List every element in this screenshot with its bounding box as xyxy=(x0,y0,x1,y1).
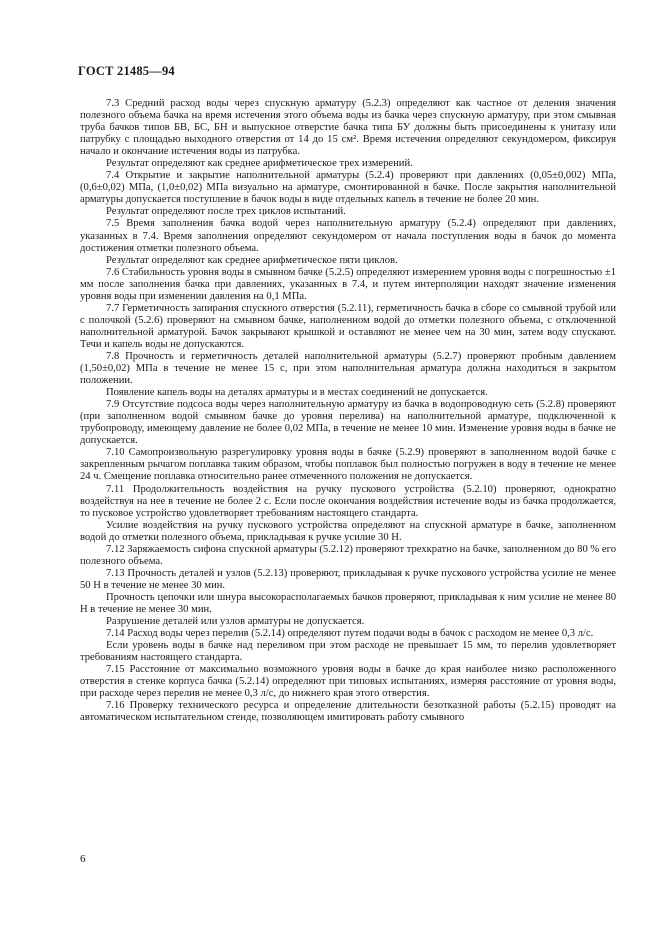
paragraph-7-13-note: Разрушение деталей или узлов арматуры не допускается. xyxy=(106,616,365,628)
paragraph-7-4: 7.4 Открытие и закрытие наполнительной арматуры (5.2.4) проверяют при давлениях (0,05±0,002) МПа, (0,6±0,02) МПа, (1,0±0,02) МПа визуально на арматуре, смонтированной в бачке. После закрытия наполнительной арматуры допускается поступление в бачок воды в виде отдельных капель в течение не более 20 мин. xyxy=(80,170,616,206)
paragraph-7-7: 7.7 Герметичность запирания спускного отверстия (5.2.11), герметичность бачка в сборе со смывной трубой или с полочкой (5.2.6) проверяют на смывном бачке, наполненном водой до отметки полезного объема, с отключенной наполнительной арматурой. Бачок закрывают крышкой и оставляют не менее чем на 30 мин, затем воду спускают. Течи и капель воды не допускаются. xyxy=(80,302,616,350)
paragraph-7-5: 7.5 Время заполнения бачка водой через наполнительную арматуру (5.2.4) определяют при давлениях, указанных в 7.4. Время заполнения определяют секундомером от начала поступления воды в бачок до момента достижения отметки полезного объема. xyxy=(80,218,616,254)
paragraph-7-14: 7.14 Расход воды через перелив (5.2.14) определяют путем подачи воды в бачок с расходом не менее 0,3 л/с. xyxy=(106,628,594,640)
paragraph-7-5-result: Результат определяют как среднее арифметическое пяти циклов. xyxy=(106,254,398,266)
paragraph-7-10: 7.10 Самопроизвольную разрегулировку уровня воды в бачке (5.2.9) проверяют в заполненном водой бачке с закрепленным рычагом поплавка таким образом, чтобы поплавок был полностью погружен в воду в течение не менее 24 ч. Смещение поплавка относительно ранее отмеченного положения не допускается. xyxy=(80,447,616,483)
page-number: 6 xyxy=(80,853,86,865)
paragraph-7-8-note: Появление капель воды на деталях арматуры и в местах соединений не допускается. xyxy=(106,387,488,399)
paragraph-7-14-level: Если уровень воды в бачке над переливом при этом расходе не превышает 15 мм, то перелив удовлетворяет требованиям настоящего стандарта. xyxy=(80,640,616,664)
paragraph-7-9: 7.9 Отсутствие подсоса воды через наполнительную арматуру из бачка в водопроводную сеть (5.2.8) проверяют (при заполненном водой смывном бачке до уровня перелива) на наполнительной арматуре, подключенной к трубопроводу, имеющему давление не более 0,02 МПа, в течение не менее 10 мин. Изменение уровня воды в бачке не допускается. xyxy=(80,399,616,447)
paragraph-7-4-result: Результат определяют после трех циклов испытаний. xyxy=(106,206,346,218)
paragraph-7-13: 7.13 Прочность деталей и узлов (5.2.13) проверяют, прикладывая к ручке пускового устройства усилие не менее 50 Н в течение не менее 30 мин. xyxy=(80,567,616,591)
paragraph-7-6: 7.6 Стабильность уровня воды в смывном бачке (5.2.5) определяют измерением уровня воды с погрешностью ±1 мм после заполнения бачка при давлениях, указанных в 7.4, и путем интерполяции находят значение изменения уровня воды при изменении давления на 0,1 МПа. xyxy=(80,266,616,302)
paragraph-7-16: 7.16 Проверку технического ресурса и определение длительности безотказной работы (5.2.15) проводят на автоматическом испытательном стенде, позволяющем имитировать работу смывного xyxy=(80,700,616,724)
paragraph-7-12: 7.12 Заряжаемость сифона спускной арматуры (5.2.12) проверяют трехкратно на бачке, заполненном до 80 % его полезного объема. xyxy=(80,543,616,567)
paragraph-7-11: 7.11 Продолжительность воздействия на ручку пускового устройства (5.2.10) проверяют, однократно воздействуя на нее в течение не более 2 с. Если после окончания воздействия истечение воды из бачка продолжается, то пусковое устройство удовлетворяет требованиям настоящего стандарта. xyxy=(80,483,616,519)
paragraph-7-3-result: Результат определяют как среднее арифметическое трех измерений. xyxy=(106,158,413,170)
standard-header: ГОСТ 21485—94 xyxy=(78,64,175,78)
paragraph-7-13-chain: Прочность цепочки или шнура высокорасполагаемых бачков проверяют, прикладывая к ним усилие не менее 80 Н в течение не менее 30 мин. xyxy=(80,591,616,615)
paragraph-7-3: 7.3 Средний расход воды через спускную арматуру (5.2.3) определяют как частное от деления значения полезного объема бачка на время истечения этого объема воды из бачка через спускную арматуру, при этом смывная труба бачков типов БВ, БС, БН и выпускное отверстие бачка типа БУ должны быть присоединены к унитазу или патрубку с площадью выходного отверстия от 14 до 15 см². Время истечения определяют секундомером, фиксируя начало и окончание истечения воды из патрубка. xyxy=(80,98,616,158)
paragraph-7-15: 7.15 Расстояние от максимально возможного уровня воды в бачке до края наиболее низко расположенного отверстия в стенке корпуса бачка (5.2.14) определяют при типовых испытаниях, измеряя расстояние от уровня воды, при расходе через перелив не менее 0,3 л/с, до нижнего края этого отверстия. xyxy=(80,664,616,700)
paragraph-7-11-force: Усилие воздействия на ручку пускового устройства определяют на спускной арматуре в бачке, заполненном водой до отметки полезного объема, прикладывая к ручке усилие 30 Н. xyxy=(80,519,616,543)
paragraph-7-8: 7.8 Прочность и герметичность деталей наполнительной арматуры (5.2.7) проверяют пробным давлением (1,50±0,02) МПа в течение не менее 15 с, при этом наполнительная арматура должна находиться в закрытом положении. xyxy=(80,350,616,387)
document-body xyxy=(80,98,616,724)
